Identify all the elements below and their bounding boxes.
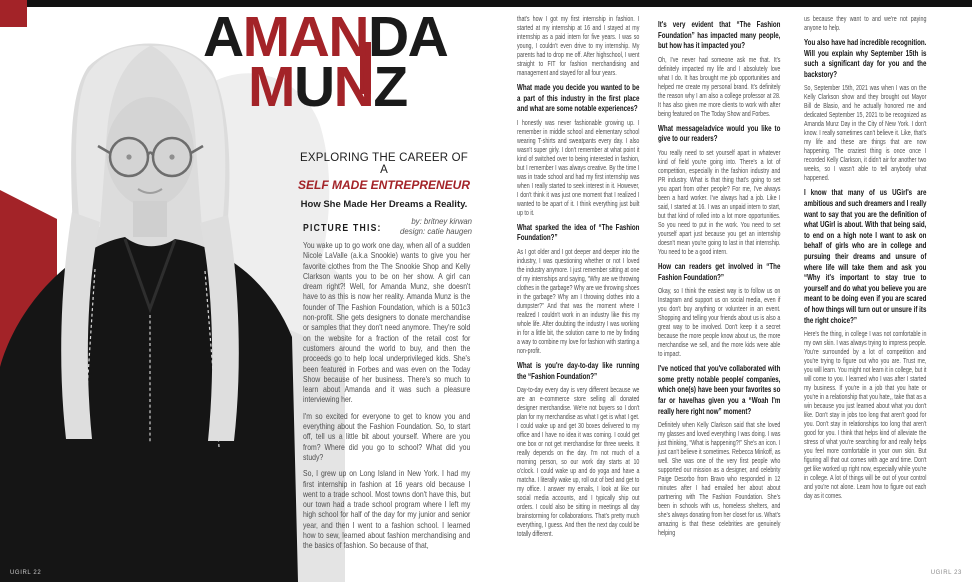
paragraph: You really need to set yourself apart in whatever kind of field you're going into. There's a lot of competition, especially in the fashion industry and PR industry. What is that thing that's going to set you apart from other people? For me, I've always been a hard worker. I've always had a job. Like I said, I started at 16. I was an unpaid intern to start, but that kind of rolled into a lot more opportunities. So you need to put in the work. You need to set yourself apart just because you get an internship doesn't mean you're going to last in that internship. You need to be a good intern. bbox=[658, 147, 781, 256]
author-byline: by: britney kirwan bbox=[411, 217, 472, 226]
paragraph: You wake up to go work one day, when all of a sudden Nicole LaValle (a.k.a Snookie) wants to give you her favorite clothes from the The Snookie Shop and Kelly Clarkson wants you to be on her show. A girl can dream right?! Well, for Amanda Munz, she doesn't have to as this is now her reality. Amanda Munz is the founder of The Fashion Foundation, which is a 501c3 non-profit. She gets designers to donate merchandise or samples that they don't need anymore. They're sold on the website for a fraction of the retail cost for customers around the world to buy, and then the proceeds go to help local underprivileged kids. She's been featured in Forbes and was even on the Today Show because of her business. There's so much to learn about Amanda and it was such a pleasure interviewing her. bbox=[303, 240, 471, 405]
interview-column-1 bbox=[517, 14, 639, 542]
title-letter: D bbox=[368, 5, 408, 69]
masthead bbox=[203, 5, 473, 119]
title-letter: M bbox=[242, 5, 289, 69]
interview-question: I know that many of us UGirl's are ambitious and such dreamers and I really want to say that you are the definition of what UGirl is about. With that being said, to end on a high note I want to ask on behalf of girls who are in college and pursuing their dreams and unsure of where life will take them and ask you “Why it's important to stay true to yourself and do what you believe you are meant to be doing even if you are scared of how things will turn out or unsure if its the right choice?” bbox=[804, 187, 927, 325]
interview-column-3 bbox=[804, 14, 926, 504]
title-letter: Z bbox=[373, 55, 407, 119]
kicker-line-1: EXPLORING THE CAREER OF A bbox=[300, 152, 468, 176]
design-credit: design: catie haugen bbox=[400, 226, 472, 236]
interview-question: How can readers get involved in “The Fashion Foundation?” bbox=[658, 260, 781, 282]
title-letter: N bbox=[333, 55, 374, 119]
right-page-folio: UGIRL 23 bbox=[930, 570, 962, 576]
paragraph: us because they want to and we're not paying anyone to help. bbox=[804, 14, 927, 32]
paragraph: that's how I got my first internship in fashion. I started at my internship at 16 and I stayed at my internship as a paid intern for five years. I was so young, I couldn't even drive to my internship. My parents had to drop me off. After highschool, I went straight to FIT for fashion merchandising and management and stayed for all four years. bbox=[517, 14, 640, 77]
paragraph: I honestly was never fashionable growing up. I remember in middle school and elementary school wearing T-shirts and sweatpants every day. I also wasn't super girly. I don't remember at what point it kind of switched over to being interested in fashion, but I remember I was always creative. By the time I was in trade school and had my first internship was when I really started to seek interest in it. However, I don't think it was just one moment that I realized I wanted to be apart of it. I think everything just built up to it. bbox=[517, 117, 640, 217]
paragraph: Definitely when Kelly Clarkson said that she loved my glasses and loved everything I was doing. I was just thinking, “What is happening?!” She's an icon. I just can't believe it sometimes. Rebecca Minkoff, as well. She was one of the very first people who supported our mission as a designer, and celebrity Paige Desorbo from Bravo who responded in 12 minutes after I had emailed her about about partnering with The Fashion Foundation. She's been in schools with us, homeless shelters, and she's always donating from her closet for us. What's amazing is that these celebrities are genuinely helping bbox=[658, 420, 781, 538]
title-letter: A bbox=[203, 5, 243, 69]
corner-accent bbox=[0, 0, 27, 27]
article-subtitle: How She Made Her Dreams a Reality. bbox=[300, 199, 468, 210]
top-bar bbox=[0, 0, 972, 7]
interview-question: What is you're day-to-day like running the “Fashion Foundation?” bbox=[517, 359, 640, 381]
title-letter: A bbox=[407, 5, 448, 69]
intro-column-blocks bbox=[303, 240, 470, 551]
paragraph: So, I grew up on Long Island in New York. I had my first internship in fashion at 16 years old because I went to a trade school. Most towns don't have this, but our town had a trade school program where I left my high school for half of the day for my junior and senior year, and then I went to a fashion school. I learned how to sew, learned about fashion merchandising and the basics of fashion. So because of that, bbox=[303, 468, 471, 551]
intro-column bbox=[303, 222, 470, 557]
interview-question: It's very evident that “The Fashion Foundation” has impacted many people, but how has it impacted you? bbox=[658, 19, 781, 51]
title-letter: N bbox=[328, 5, 368, 69]
interview-question: What message/advice would you like to give to our readers? bbox=[658, 122, 781, 144]
interview-column-2 bbox=[658, 14, 780, 541]
title-letter: A bbox=[288, 5, 329, 69]
paragraph: Day-to-day every day is very different because we are an e-commerce store selling all donated designer merchandise. We're not buyers so I don't plan for my merchandise as what I get is what I get. I could wake up and get 30 boxes delivered to my office and I have no idea it was coming. I could get one box or not get merchandise for three weeks. It really depends on the day. I'm not much of a morning person, so our work day starts at 10 o'clock. I could wake up and do yoga and have a matcha. I literally wake up, roll out of bed and get to my office. I answer my emails, I look at like our social media accounts, and I typically ship out orders. I could also be sitting in meetings all day brainstorming for collaborations. That's pretty much everything, I guess. And then the next day could be totally different. bbox=[517, 385, 640, 539]
paragraph: Here's the thing, in college I was not comfortable in my own skin. I was always trying to impress people. You're surrounded by a lot of competition and you're trying to figure out who you are. Trust me, you will learn. You might not learn it in college, but it will come to you. I learned who I was after I started my business. If you're in a job that you hate or you're in a relationship that you hate,, take that as a win because you just learned about what you don't like. Don't stay in jobs too long that aren't good for you. Don't stay in relationships too long that aren't good for you. I think that helps kind of alleviate the stress of what you're searching for and really helps you feel more comfortable in your own skin. But figuring all that out comes with age and time. Don't get like worked up right now, especially while you're in college. A lot of things will be out of your control and you're not alone. Learn how to figure out each day as it comes. bbox=[804, 329, 927, 501]
interview-question: What made you decide you wanted to be a part of this industry in the first place and what are some notable experiences? bbox=[517, 82, 640, 114]
interview-question: I've noticed that you've collaborated with some pretty notable people/ companies, which one(s) have been your favorites so far or have/has given you a “Woah I'm really here right now” moment? bbox=[658, 363, 781, 416]
interview-question: What sparked the idea of “The Fashion Foundation?” bbox=[517, 221, 640, 243]
title-line-2 bbox=[248, 55, 473, 119]
paragraph: I'm so excited for everyone to get to know you and everything about the Fashion Foundation. So, to start off, tell us a little bit about yourself. Where are you from? Where did you go to school? What did you study? bbox=[303, 410, 471, 462]
kicker-line-2: SELF MADE ENTREPRENEUR bbox=[297, 178, 470, 192]
left-page-folio: UGIRL 22 bbox=[10, 570, 42, 576]
paragraph: So, September 15th, 2021 was when I was on the Kelly Clarkson show and they brought out Mayor Bill de Blasio, and he actually honored me and dedicated September 15, 2021 to be recognized as Amanda Munz Day in the City of New York. I don't know. I really sometimes can't believe it. Like, that's my life and these are things that are now happening. The craziest thing is once once I recorded Kelly Clarkson, it didn't air for another two weeks, so I wasn't able to tell anybody what happened. bbox=[804, 83, 927, 183]
interview-question: You also have had incredible recognition. Will you explain why September 15th is such a significant day for you and the backstory? bbox=[804, 37, 927, 79]
paragraph: As I got older and I got deeper and deeper into the industry, I was questioning whether or not I loved the industry anymore. I just remember sitting at one of my internships and saying, “Why are we throwing clothes in the garbage? Why are we throwing shoes in the garbage? Why am I throwing clothes into a dumpster?” And that was the moment where I realized I couldn't work in an industry like this my whole life. After doubting the industry I was working in for a little bit, the solution came to me by finding a way to combine my love for fashion with starting a non-profit. bbox=[517, 246, 640, 355]
section-label: PICTURE THIS: bbox=[303, 222, 382, 234]
title-letter: M bbox=[248, 55, 294, 119]
paragraph: Oh, I've never had someone ask me that. It's definitely impacted my life and I absolutely love what I do. It has brought me job opportunities and helped me create my personal brand. It's definitely the reason why I am also a college professor at 28. It has also given me more clients to work with after being featured on The Today Show and Forbes. bbox=[658, 54, 781, 118]
paragraph: Okay, so I think the easiest way is to follow us on Instagram and support us on social media, even if you don't buy anything or volunteer in an event. Shopping and telling your friends about us is also a great way to be involved. Don't keep it a secret because the more people know about us, the more merchandise we sell, and the more kids were able to impact. bbox=[658, 286, 781, 359]
title-letter: U bbox=[293, 55, 334, 119]
